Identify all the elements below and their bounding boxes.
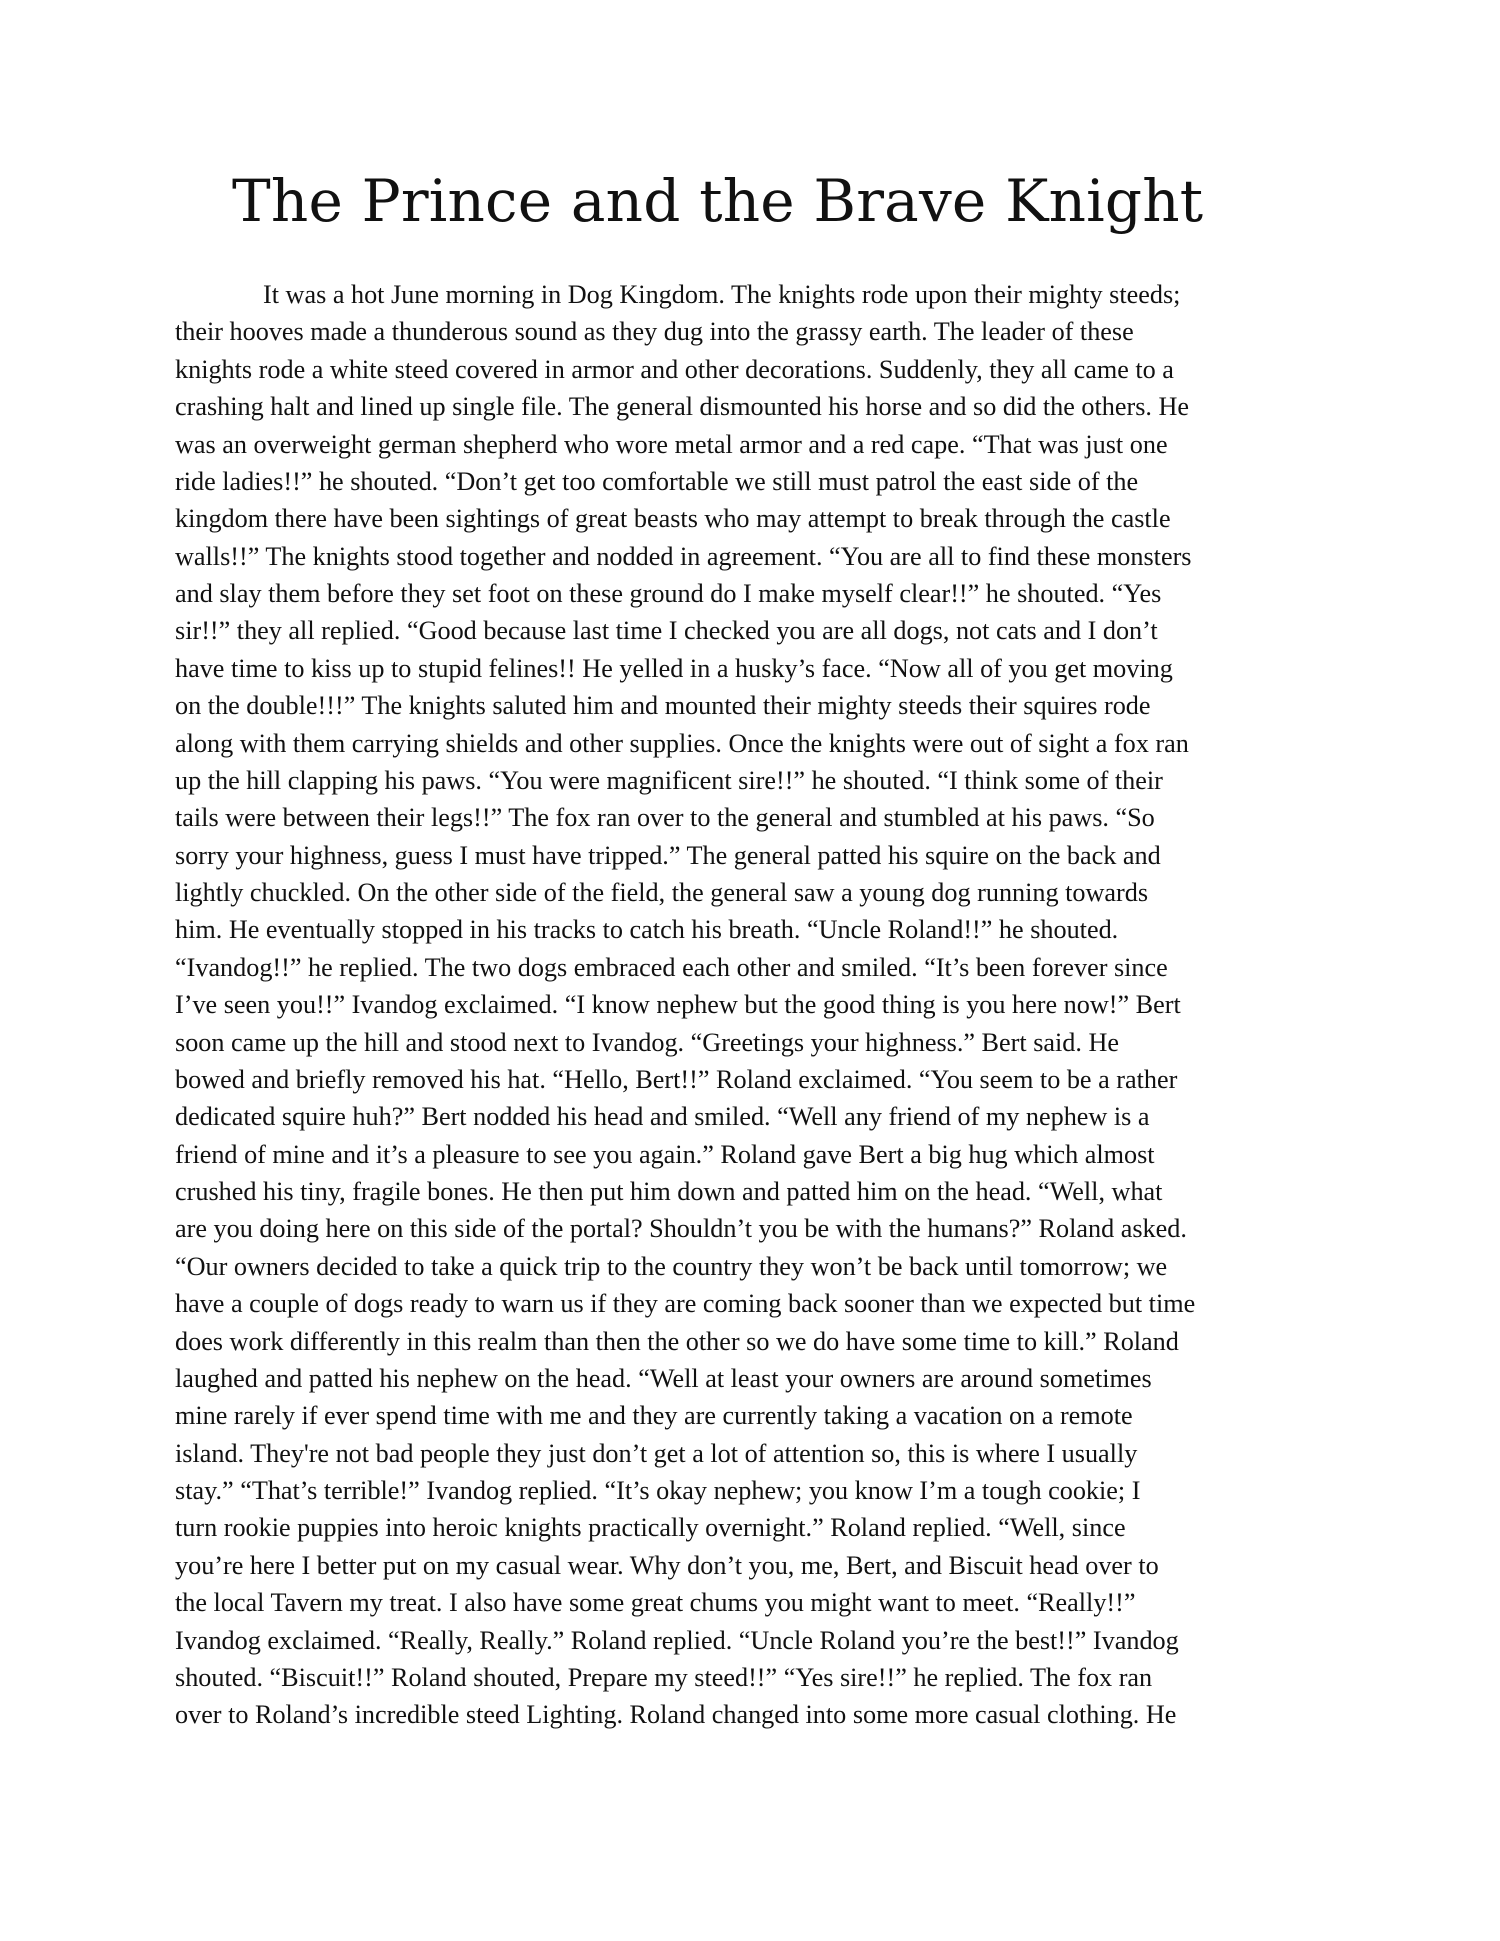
paragraph-line: ride ladies!!” he shouted. “Don’t get too comfortable we still must patrol the east side of the — [175, 466, 1139, 496]
paragraph-line: bowed and briefly removed his hat. “Hello, Bert!!” Roland exclaimed. “You seem to be a rather — [175, 1064, 1178, 1094]
paragraph-line: laughed and patted his nephew on the head. “Well at least your owners are around sometimes — [175, 1363, 1152, 1393]
paragraph-line: their hooves made a thunderous sound as they dug into the grassy earth. The leader of these — [175, 317, 1134, 347]
paragraph-line: crushed his tiny, fragile bones. He then put him down and patted him on the head. “Well, what — [175, 1177, 1163, 1206]
paragraph-line: mine rarely if ever spend time with me and they are currently taking a vacation on a remote — [175, 1401, 1133, 1431]
paragraph-line: are you doing here on this side of the portal? Shouldn’t you be with the humans?” Roland asked. — [175, 1214, 1187, 1244]
paragraph-line: was an overweight german shepherd who wore metal armor and a red cape. “That was just one — [175, 429, 1168, 459]
paragraph-line: island. They're not bad people they just don’t get a lot of attention so, this is where I usually — [175, 1438, 1138, 1468]
paragraph-line: him. He eventually stopped in his tracks to catch his breath. “Uncle Roland!!” he shouted. — [175, 915, 1119, 945]
paragraph-line: up the hill clapping his paws. “You were magnificent sire!!” he shouted. “I think some of their — [175, 765, 1163, 795]
paragraph-line: have time to kiss up to stupid felines!! He yelled in a husky’s face. “Now all of you get moving — [175, 653, 1173, 683]
paragraph-line: It was a hot June morning in Dog Kingdom. The knights rode upon their mighty steeds; — [263, 280, 1181, 309]
paragraph-line: tails were between their legs!!” The fox ran over to the general and stumbled at his paws. “So — [175, 803, 1155, 833]
paragraph-line: you’re here I better put on my casual wear. Why don’t you, me, Bert, and Biscuit head over to — [175, 1550, 1159, 1580]
paragraph-line: “Ivandog!!” he replied. The two dogs embraced each other and smiled. “It’s been forever since — [175, 952, 1168, 982]
paragraph-line: “Our owners decided to take a quick trip to the country they won’t be back until tomorrow; we — [175, 1251, 1168, 1281]
paragraph-line: dedicated squire huh?” Bert nodded his head and smiled. “Well any friend of my nephew is a — [175, 1102, 1150, 1132]
paragraph-line: sorry your highness, guess I must have tripped.” The general patted his squire on the back and — [175, 840, 1161, 870]
paragraph-line: the local Tavern my treat. I also have some great chums you might want to meet. “Really!!” — [175, 1588, 1136, 1618]
paragraph-line: does work differently in this realm than then the other so we do have some time to kill.” Roland — [175, 1326, 1179, 1356]
paragraph-line: Ivandog exclaimed. “Really, Really.” Roland replied. “Uncle Roland you’re the best!!” Ivandog — [175, 1625, 1179, 1655]
paragraph-line: I’ve seen you!!” Ivandog exclaimed. “I know nephew but the good thing is you here now!” Bert — [175, 990, 1181, 1020]
paragraph-line: crashing halt and lined up single file. The general dismounted his horse and so did the others. He — [175, 392, 1190, 422]
body-paragraph — [175, 276, 1345, 1734]
paragraph-line: over to Roland’s incredible steed Lighting. Roland changed into some more casual clothing. He — [175, 1700, 1177, 1730]
paragraph-line: lightly chuckled. On the other side of the field, the general saw a young dog running towards — [175, 878, 1149, 907]
paragraph-line: sir!!” they all replied. “Good because last time I checked you are all dogs, not cats and I don’t — [175, 616, 1158, 646]
paragraph-line: stay.” “That’s terrible!” Ivandog replied. “It’s okay nephew; you know I’m a tough cookie; I — [175, 1476, 1141, 1505]
paragraph-line: walls!!” The knights stood together and nodded in agreement. “You are all to find these monsters — [175, 541, 1192, 571]
paragraph-line: friend of mine and it’s a pleasure to see you again.” Roland gave Bert a big hug which almost — [175, 1139, 1155, 1169]
paragraph-line: soon came up the hill and stood next to Ivandog. “Greetings your highness.” Bert said. He — [175, 1027, 1120, 1057]
paragraph-line: have a couple of dogs ready to warn us if they are coming back sooner than we expected but time — [175, 1289, 1196, 1319]
paragraph-line: knights rode a white steed covered in armor and other decorations. Suddenly, they all came to a — [175, 354, 1174, 384]
paragraph-line: along with them carrying shields and other supplies. Once the knights were out of sight a fox ran — [175, 728, 1189, 758]
paragraph-line: and slay them before they set foot on these ground do I make myself clear!!” he shouted. “Yes — [175, 579, 1162, 608]
paragraph-line: shouted. “Biscuit!!” Roland shouted, Prepare my steed!!” “Yes sire!!” he replied. The fox ran — [175, 1662, 1153, 1692]
paragraph-line: turn rookie puppies into heroic knights practically overnight.” Roland replied. “Well, since — [175, 1513, 1126, 1543]
document-title: The Prince and the Brave Knight — [232, 167, 1204, 235]
paragraph-line: on the double!!!” The knights saluted him and mounted their mighty steeds their squires rode — [175, 691, 1151, 721]
paragraph-line: kingdom there have been sightings of great beasts who may attempt to break through the castle — [175, 504, 1171, 534]
